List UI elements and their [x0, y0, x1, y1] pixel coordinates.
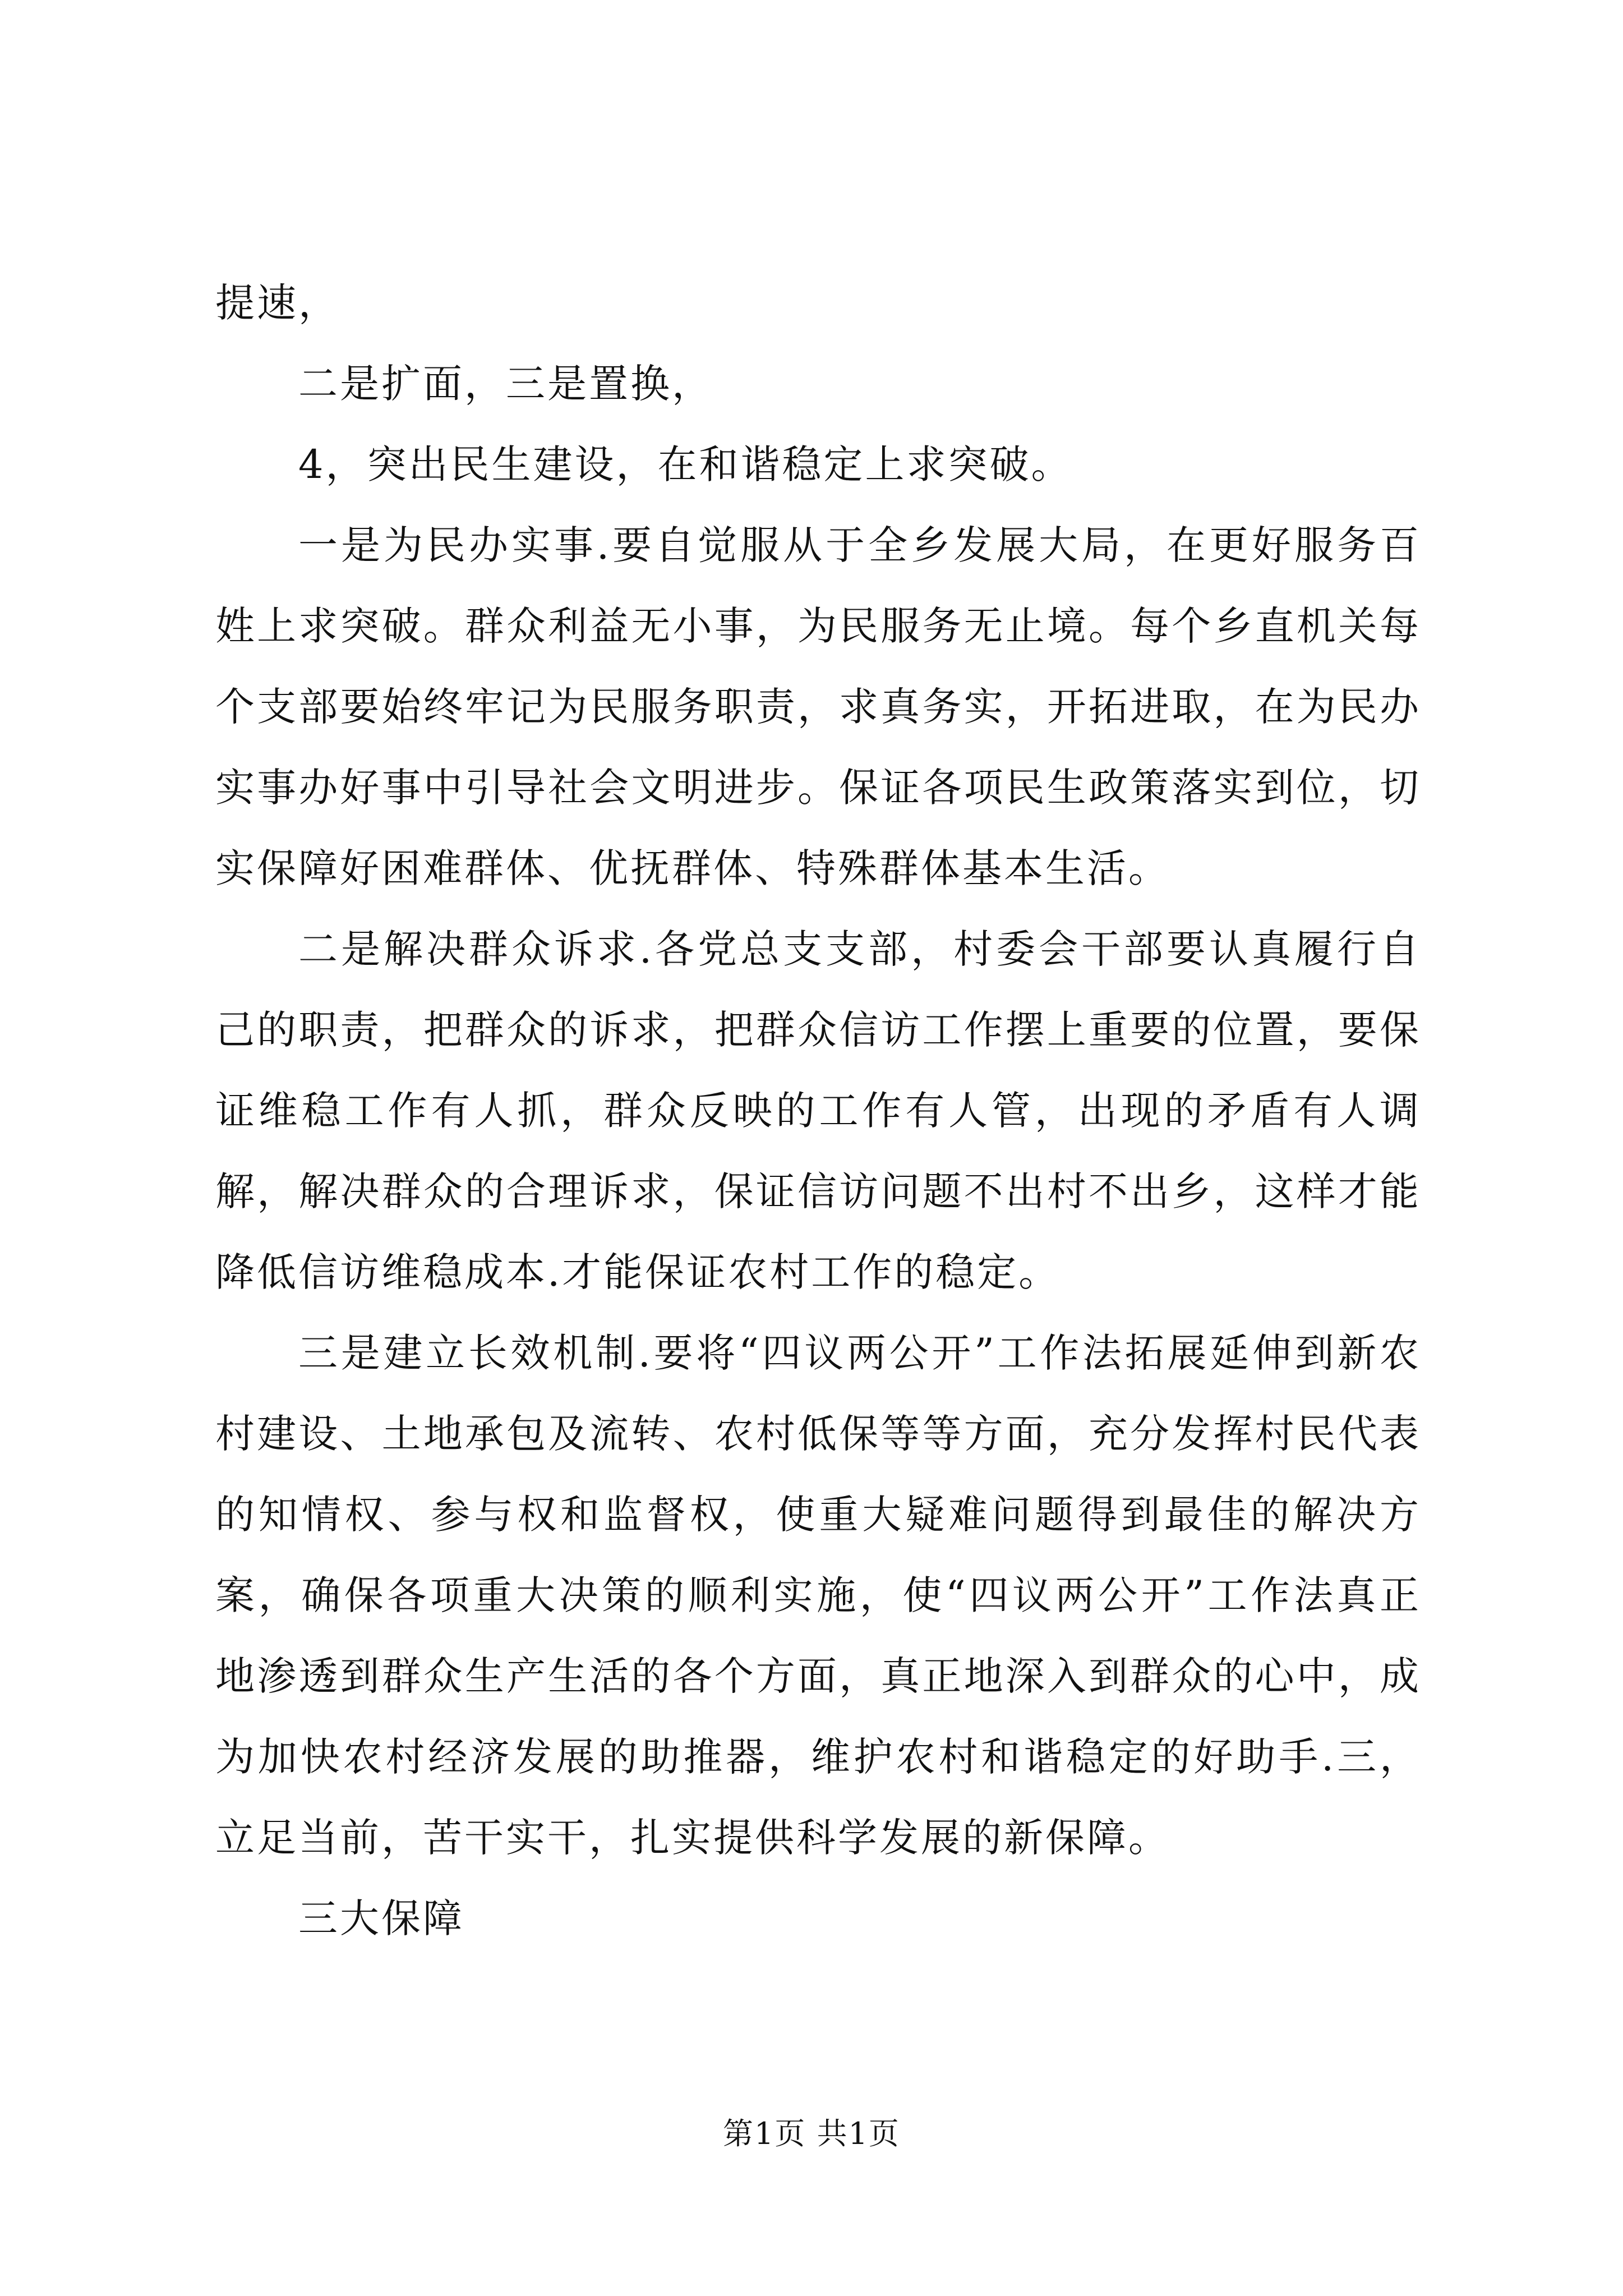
paragraph-continuation: 提速， [215, 280, 340, 326]
page-footer: 第1页 共1页 [723, 2116, 900, 2151]
paragraph-long-term-mechanism: 三是建立长效机制.要将“四议两公开”工作法拓展延伸到新农村建设、土地承包及流转、农村低保等等方面，充分发挥村民代表的知情权、参与权和监督权，使重大疑难问题得到最佳的解决方案，确保各项重大决策的顺利实施，使“四议两公开”工作法真正地渗透到群众生产生活的各个方面，真正地深入到群众的心中，成为加快农村经济发展的助推器，维护农村和谐稳定的好助手.三，立足当前，苦干实干，扎实提供科学发展的新保障。 [215, 1330, 1421, 1861]
section-heading-livelihood: 4，突出民生建设，在和谐稳定上求突破。 [298, 441, 1073, 487]
paragraph-measures: 二是扩面，三是置换， [298, 361, 713, 407]
paragraph-practical-deeds: 一是为民办实事.要自觉服从于全乡发展大局，在更好服务百姓上求突破。群众利益无小事，为民服务无止境。每个乡直机关每个支部要始终牢记为民服务职责，求真务实，开拓进取，在为民办实事办好事中引导社会文明进步。保证各项民生政策落实到位，切实保障好困难群体、优抚群体、特殊群体基本生活。 [215, 522, 1421, 891]
paragraph-public-appeals: 二是解决群众诉求.各党总支支部，村委会干部要认真履行自己的职责，把群众的诉求，把群众信访工作摆上重要的位置，要保证维稳工作有人抓，群众反映的工作有人管，出现的矛盾有人调解，解决群众的合理诉求，保证信访问题不出村不出乡，这样才能降低信访维稳成本.才能保证农村工作的稳定。 [215, 926, 1421, 1295]
paragraph-three-guarantees: 三大保障 [298, 1895, 464, 1941]
document-body [215, 263, 1421, 1959]
